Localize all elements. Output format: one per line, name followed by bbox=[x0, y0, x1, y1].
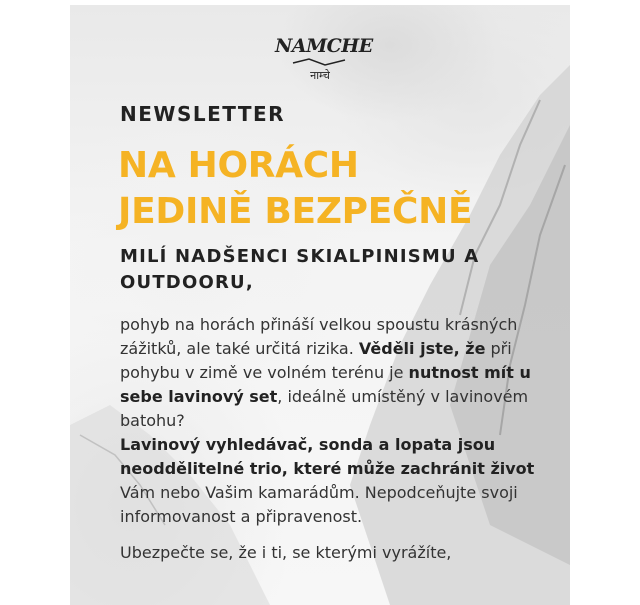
newsletter-label: NEWSLETTER bbox=[120, 102, 286, 126]
hero-background bbox=[70, 5, 570, 605]
bold-question: Věděli jste, že bbox=[358, 339, 486, 358]
newsletter-body bbox=[120, 313, 540, 565]
body-paragraph-2: Ubezpečte se, že i ti, se kterými vyrážíte, bbox=[120, 543, 452, 562]
title-line-2: JEDINĚ BEZPEČNĚ bbox=[118, 191, 473, 232]
page-title bbox=[118, 143, 558, 235]
body-paragraph-1: pohyb na horách přináší velkou spoustu krásných zážitků, ale také určitá rizika. Věděli jste, že při pohybu v zimě ve volném terénu je nutnost mít u sebe lavinový set, ideálně umístěný v lavinovém batohu? Lavinový vyhledávač, sonda a lopata jsou neoddělitelné trio, které může zachránit život Vám nebo Vašim kamarádům. Nepodceňujte svoji informovanost a připravenost. bbox=[120, 315, 535, 526]
logo-mountain-mark bbox=[275, 57, 365, 83]
logo-wordmark: NAMCHE bbox=[275, 35, 373, 57]
namche-logo[interactable] bbox=[275, 35, 373, 85]
bold-avalanche-set: nutnost mít u sebe lavinový set bbox=[120, 363, 531, 406]
logo-script: नाम्चे bbox=[310, 69, 330, 82]
title-line-1: NA HORÁCH bbox=[118, 145, 359, 186]
bold-trio: Lavinový vyhledávač, sonda a lopata jsou neoddělitelné trio, které může zachránit život bbox=[120, 435, 535, 478]
greeting-heading: MILÍ NADŠENCI SKIALPINISMU A OUTDOORU, bbox=[120, 246, 480, 293]
